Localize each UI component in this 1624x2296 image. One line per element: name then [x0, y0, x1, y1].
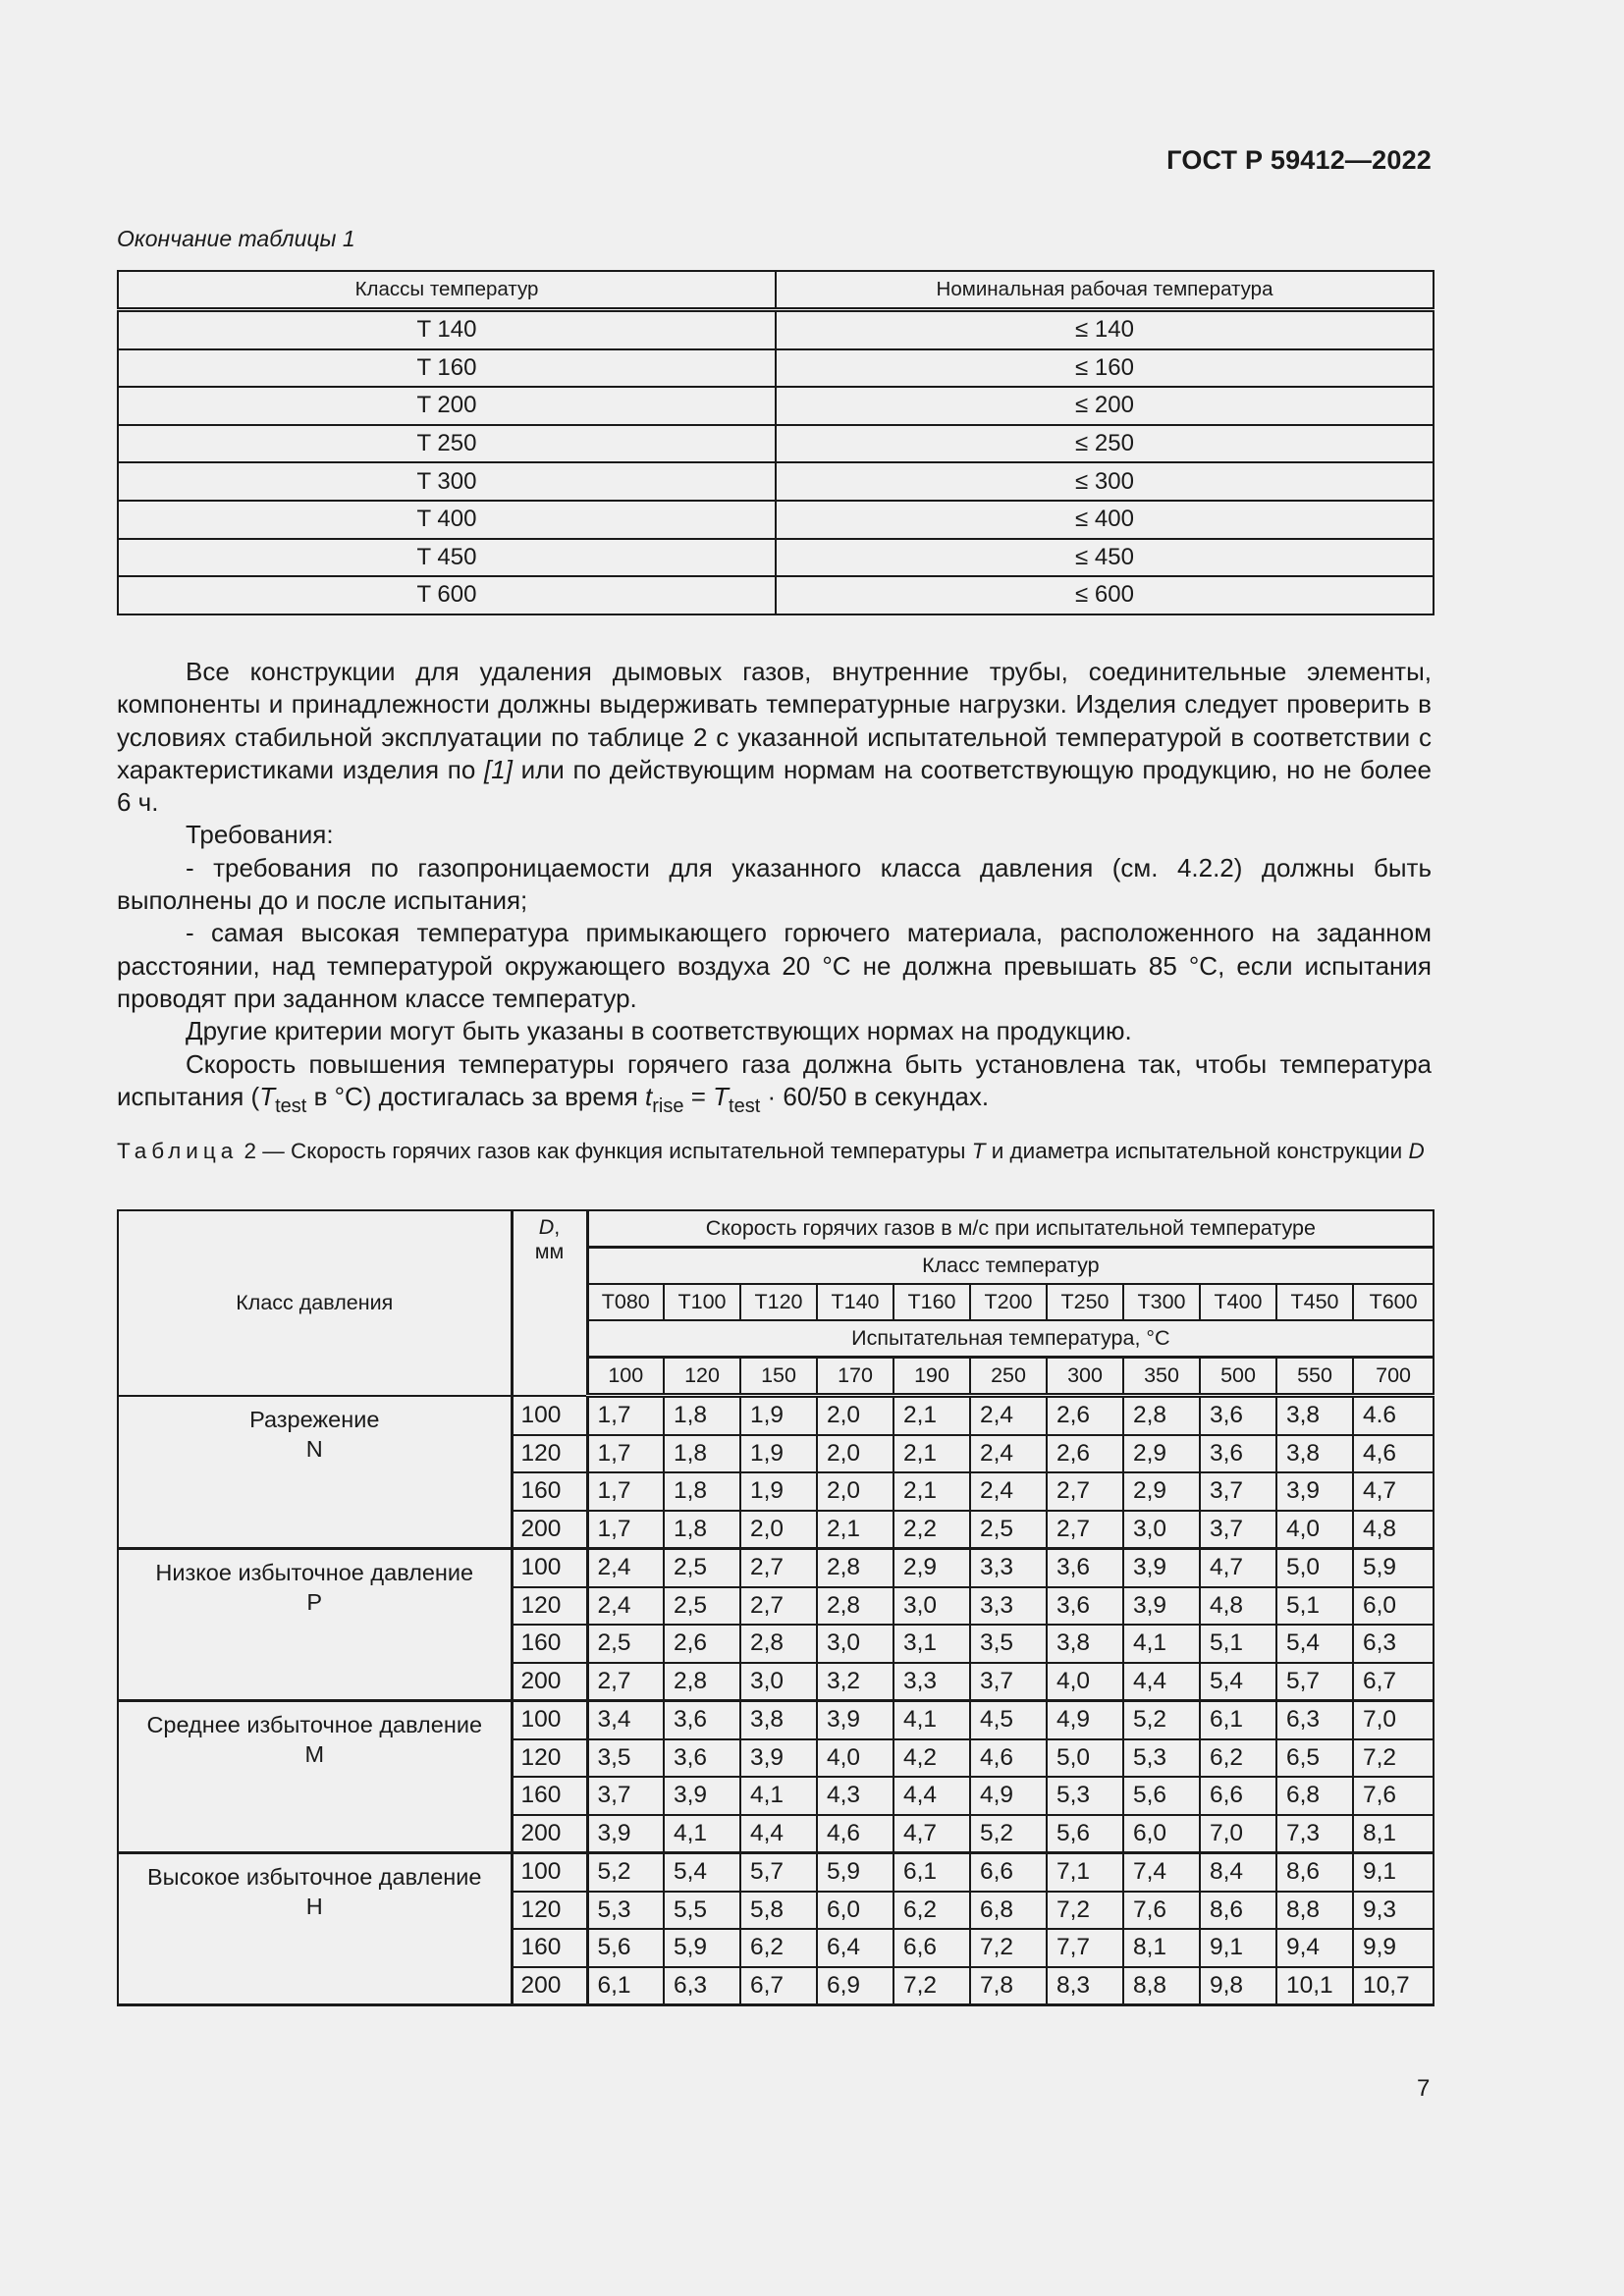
velocity-cell: 4,1 — [1123, 1625, 1200, 1663]
velocity-cell: 2,9 — [1123, 1435, 1200, 1473]
velocity-cell: 7,2 — [893, 1967, 970, 2005]
velocity-cell: 9,3 — [1353, 1892, 1434, 1930]
velocity-cell: 5,5 — [664, 1892, 740, 1930]
velocity-cell: 3,8 — [1276, 1396, 1353, 1435]
column-header: Классы температур — [118, 271, 776, 310]
velocity-cell: 2,8 — [740, 1625, 817, 1663]
pressure-class-cell — [118, 1701, 512, 1853]
velocity-cell: 6,4 — [817, 1929, 893, 1967]
pressure-class-cell — [118, 1549, 512, 1701]
velocity-cell: 6,9 — [817, 1967, 893, 2005]
table-row — [118, 462, 1434, 501]
temperature-class-cell: T 450 — [118, 539, 776, 577]
pressure-class-cell — [118, 1853, 512, 2005]
velocity-cell: 9,1 — [1353, 1853, 1434, 1892]
diameter-cell: 160 — [512, 1777, 587, 1815]
paragraph: Все конструкции для удаления дымовых газов, внутренние трубы, соединительные элементы, компоненты и принадлежности должны выдерживать температурные нагрузки. Изделия следует проверить в условиях стабильной эксплуатации по таблице 2 с указанной испытательной температурой в соответствии с характеристиками изделия по [1] или по действующим нормам на соответствующую продукцию, но не более 6 ч. — [117, 657, 1432, 818]
diameter-cell: 100 — [512, 1853, 587, 1892]
test-temp-header: Испытательная температура, °С — [587, 1320, 1434, 1358]
velocity-cell: 4,7 — [1200, 1549, 1276, 1587]
velocity-cell: 2,6 — [1047, 1435, 1123, 1473]
velocity-cell: 1,7 — [587, 1435, 664, 1473]
velocity-cell: 1,9 — [740, 1435, 817, 1473]
temp-class-cell: T450 — [1276, 1284, 1353, 1320]
temp-class-cell: T400 — [1200, 1284, 1276, 1320]
velocity-cell: 6,5 — [1276, 1739, 1353, 1778]
velocity-cell: 3,6 — [1047, 1587, 1123, 1626]
velocity-cell: 4,7 — [893, 1815, 970, 1853]
diameter-cell: 160 — [512, 1472, 587, 1511]
velocity-cell: 3,1 — [893, 1625, 970, 1663]
velocity-cell: 4,3 — [817, 1777, 893, 1815]
velocity-cell: 3,0 — [893, 1587, 970, 1626]
velocity-cell: 2,5 — [664, 1549, 740, 1587]
velocity-cell: 5,4 — [1200, 1663, 1276, 1701]
velocity-cell: 6,0 — [1123, 1815, 1200, 1853]
velocity-cell: 1,7 — [587, 1511, 664, 1549]
temperature-class-cell: T 250 — [118, 425, 776, 463]
velocity-cell: 3,0 — [1123, 1511, 1200, 1549]
velocity-cell: 8,1 — [1123, 1929, 1200, 1967]
test-temp-cell: 100 — [587, 1358, 664, 1396]
velocity-cell: 5,9 — [1353, 1549, 1434, 1587]
diameter-cell: 160 — [512, 1625, 587, 1663]
list-item: - самая высокая температура примыкающего горючего материала, расположенного на заданном расстоянии, над температурой окружающего воздуха 20 °С не должна превышать 85 °С, если испытания проводят при заданном классе температур. — [117, 918, 1432, 1013]
diameter-cell: 200 — [512, 1663, 587, 1701]
velocity-cell: 3,9 — [1276, 1472, 1353, 1511]
velocity-cell: 6,3 — [664, 1967, 740, 2005]
velocity-cell: 5,7 — [1276, 1663, 1353, 1701]
velocity-cell: 2,0 — [740, 1511, 817, 1549]
body-text — [117, 656, 1432, 1117]
velocity-cell: 3,4 — [587, 1701, 664, 1739]
table-row — [118, 576, 1434, 614]
velocity-cell: 2,0 — [817, 1435, 893, 1473]
pressure-class-name: Низкое избыточное давление — [155, 1560, 474, 1585]
velocity-cell: 2,8 — [817, 1549, 893, 1587]
velocity-cell: 8,8 — [1123, 1967, 1200, 2005]
velocity-cell: 5,6 — [1047, 1815, 1123, 1853]
velocity-cell: 10,7 — [1353, 1967, 1434, 2005]
velocity-cell: 3,5 — [970, 1625, 1047, 1663]
pressure-class-code: H — [305, 1894, 323, 1919]
velocity-cell: 3,8 — [1047, 1625, 1123, 1663]
table-row — [118, 501, 1434, 539]
test-temp-cell: 500 — [1200, 1358, 1276, 1396]
velocity-cell: 2,9 — [1123, 1472, 1200, 1511]
velocity-cell: 3,9 — [817, 1701, 893, 1739]
velocity-cell: 2,6 — [664, 1625, 740, 1663]
velocity-cell: 9,4 — [1276, 1929, 1353, 1967]
test-temp-cell: 170 — [817, 1358, 893, 1396]
velocity-cell: 6,7 — [740, 1967, 817, 2005]
velocity-cell: 4,1 — [664, 1815, 740, 1853]
velocity-cell: 6,3 — [1276, 1701, 1353, 1739]
test-temp-cell: 700 — [1353, 1358, 1434, 1396]
velocity-cell: 2,5 — [587, 1625, 664, 1663]
nominal-temperature-cell: ≤ 450 — [776, 539, 1434, 577]
velocity-cell: 1,9 — [740, 1472, 817, 1511]
table-row — [118, 1549, 1434, 1587]
temp-class-cell: T600 — [1353, 1284, 1434, 1320]
velocity-cell: 6,2 — [740, 1929, 817, 1967]
velocity-cell: 5,3 — [1123, 1739, 1200, 1778]
velocity-cell: 7,1 — [1047, 1853, 1123, 1892]
velocity-cell: 3,6 — [664, 1739, 740, 1778]
velocity-cell: 7,0 — [1353, 1701, 1434, 1739]
table-header-row — [118, 271, 1434, 310]
nominal-temperature-cell: ≤ 140 — [776, 310, 1434, 349]
velocity-cell: 1,9 — [740, 1396, 817, 1435]
velocity-cell: 3,7 — [1200, 1472, 1276, 1511]
velocity-cell: 3,3 — [970, 1587, 1047, 1626]
document-code-header: ГОСТ Р 59412—2022 — [1166, 145, 1432, 175]
velocity-cell: 4,0 — [817, 1739, 893, 1778]
velocity-cell: 2,0 — [817, 1396, 893, 1435]
velocity-cell: 4,1 — [740, 1777, 817, 1815]
velocity-cell: 6,2 — [1200, 1739, 1276, 1778]
table-continuation-label: Окончание таблицы 1 — [117, 226, 355, 251]
diameter-cell: 200 — [512, 1967, 587, 2005]
test-temp-cell: 300 — [1047, 1358, 1123, 1396]
table-row — [118, 1396, 1434, 1435]
velocity-cell: 4,2 — [893, 1739, 970, 1778]
velocity-cell: 4,6 — [970, 1739, 1047, 1778]
diameter-cell: 120 — [512, 1739, 587, 1778]
velocity-cell: 4,5 — [970, 1701, 1047, 1739]
velocity-cell: 3,0 — [740, 1663, 817, 1701]
temp-class-cell: T200 — [970, 1284, 1047, 1320]
velocity-cell: 5,1 — [1200, 1625, 1276, 1663]
velocity-cell: 3,6 — [1200, 1435, 1276, 1473]
velocity-cell: 2,7 — [1047, 1472, 1123, 1511]
diameter-cell: 120 — [512, 1587, 587, 1626]
velocity-cell: 3,9 — [664, 1777, 740, 1815]
velocity-cell: 8,8 — [1276, 1892, 1353, 1930]
table2-caption: Таблица 2 — Скорость горячих газов как функция испытательной температуры T и диаметра испытательной конструкции D — [117, 1139, 1425, 1163]
velocity-cell: 5,7 — [740, 1853, 817, 1892]
velocity-cell: 7,2 — [970, 1929, 1047, 1967]
velocity-cell: 6,7 — [1353, 1663, 1434, 1701]
velocity-cell: 2,7 — [587, 1663, 664, 1701]
temperature-class-cell: T 160 — [118, 349, 776, 388]
velocity-cell: 1,7 — [587, 1472, 664, 1511]
gas-velocity-table — [117, 1209, 1435, 2006]
velocity-cell: 5,8 — [740, 1892, 817, 1930]
temp-class-header: Класс температур — [587, 1248, 1434, 1285]
velocity-cell: 7,6 — [1353, 1777, 1434, 1815]
nominal-temperature-cell: ≤ 250 — [776, 425, 1434, 463]
velocity-cell: 4,6 — [1353, 1435, 1434, 1473]
diameter-cell: 200 — [512, 1511, 587, 1549]
velocity-cell: 5,4 — [664, 1853, 740, 1892]
velocity-cell: 7,2 — [1353, 1739, 1434, 1778]
test-temp-cell: 190 — [893, 1358, 970, 1396]
velocity-cell: 2,4 — [587, 1587, 664, 1626]
temperature-classes-table — [117, 270, 1435, 615]
velocity-cell: 5,2 — [587, 1853, 664, 1892]
velocity-cell: 5,3 — [1047, 1777, 1123, 1815]
velocity-cell: 1,7 — [587, 1396, 664, 1435]
reference-link: [1] — [484, 754, 513, 784]
nominal-temperature-cell: ≤ 600 — [776, 576, 1434, 614]
temperature-class-cell: T 400 — [118, 501, 776, 539]
velocity-cell: 7,3 — [1276, 1815, 1353, 1853]
velocity-cell: 6,0 — [817, 1892, 893, 1930]
table-row — [118, 539, 1434, 577]
velocity-cell: 2,0 — [817, 1472, 893, 1511]
diameter-cell: 100 — [512, 1549, 587, 1587]
velocity-cell: 3,6 — [1200, 1396, 1276, 1435]
diameter-cell: 160 — [512, 1929, 587, 1967]
nominal-temperature-cell: ≤ 200 — [776, 387, 1434, 425]
pressure-class-header: Класс давления — [118, 1210, 512, 1396]
table-row — [118, 310, 1434, 349]
table-row — [118, 1701, 1434, 1739]
velocity-cell: 3,8 — [740, 1701, 817, 1739]
velocity-cell: 2,2 — [893, 1511, 970, 1549]
diameter-cell: 200 — [512, 1815, 587, 1853]
velocity-cell: 5,0 — [1047, 1739, 1123, 1778]
table-row — [118, 425, 1434, 463]
test-temp-cell: 120 — [664, 1358, 740, 1396]
diameter-header: D, мм — [512, 1210, 587, 1396]
pressure-class-name: Разрежение — [249, 1406, 380, 1432]
paragraph: Другие критерии могут быть указаны в соответствующих нормах на продукцию. — [186, 1016, 1132, 1046]
velocity-cell: 3,9 — [1123, 1549, 1200, 1587]
pressure-class-code: P — [306, 1589, 323, 1615]
velocity-cell: 2,4 — [970, 1472, 1047, 1511]
velocity-cell: 3,8 — [1276, 1435, 1353, 1473]
column-header: Номинальная рабочая температура — [776, 271, 1434, 310]
velocity-cell: 9,1 — [1200, 1929, 1276, 1967]
velocity-cell: 3,7 — [970, 1663, 1047, 1701]
table-row — [118, 1853, 1434, 1892]
velocity-cell: 4,0 — [1276, 1511, 1353, 1549]
temperature-class-cell: T 300 — [118, 462, 776, 501]
velocity-cell: 5,2 — [1123, 1701, 1200, 1739]
velocity-cell: 6,6 — [970, 1853, 1047, 1892]
pressure-class-code: N — [305, 1435, 323, 1462]
velocity-cell: 4,8 — [1353, 1511, 1434, 1549]
velocity-cell: 2,6 — [1047, 1396, 1123, 1435]
velocity-cell: 2,5 — [970, 1511, 1047, 1549]
velocity-cell: 6,6 — [893, 1929, 970, 1967]
velocity-cell: 3,7 — [587, 1777, 664, 1815]
velocity-cell: 4,9 — [970, 1777, 1047, 1815]
velocity-cell: 6,8 — [970, 1892, 1047, 1930]
velocity-cell: 2,9 — [893, 1549, 970, 1587]
velocity-cell: 2,7 — [1047, 1511, 1123, 1549]
velocity-cell: 6,1 — [893, 1853, 970, 1892]
velocity-cell: 2,7 — [740, 1587, 817, 1626]
temp-class-cell: T140 — [817, 1284, 893, 1320]
nominal-temperature-cell: ≤ 300 — [776, 462, 1434, 501]
velocity-cell: 4,7 — [1353, 1472, 1434, 1511]
pressure-class-name: Среднее избыточное давление — [146, 1712, 483, 1737]
velocity-cell: 6,1 — [1200, 1701, 1276, 1739]
diameter-cell: 100 — [512, 1396, 587, 1435]
velocity-cell: 1,8 — [664, 1472, 740, 1511]
velocity-cell: 5,2 — [970, 1815, 1047, 1853]
diameter-cell: 100 — [512, 1701, 587, 1739]
test-temp-cell: 550 — [1276, 1358, 1353, 1396]
velocity-cell: 1,8 — [664, 1511, 740, 1549]
velocity-cell: 3,2 — [817, 1663, 893, 1701]
velocity-cell: 8,4 — [1200, 1853, 1276, 1892]
test-temp-cell: 250 — [970, 1358, 1047, 1396]
table-row — [118, 349, 1434, 388]
temperature-class-cell: T 600 — [118, 576, 776, 614]
velocity-cell: 1,8 — [664, 1435, 740, 1473]
speed-header: Скорость горячих газов в м/с при испытательной температуре — [587, 1210, 1434, 1248]
pressure-class-code: M — [304, 1741, 325, 1767]
velocity-cell: 9,9 — [1353, 1929, 1434, 1967]
page-number: 7 — [1417, 2075, 1431, 2102]
temperature-class-cell: T 200 — [118, 387, 776, 425]
velocity-cell: 4,4 — [740, 1815, 817, 1853]
velocity-cell: 3,9 — [740, 1739, 817, 1778]
velocity-cell: 7,8 — [970, 1967, 1047, 2005]
temp-class-cell: T300 — [1123, 1284, 1200, 1320]
velocity-cell: 5,6 — [1123, 1777, 1200, 1815]
velocity-cell: 5,0 — [1276, 1549, 1353, 1587]
table-row — [118, 387, 1434, 425]
velocity-cell: 7,7 — [1047, 1929, 1123, 1967]
velocity-cell: 1,8 — [664, 1396, 740, 1435]
temp-class-cell: T120 — [740, 1284, 817, 1320]
velocity-cell: 6,8 — [1276, 1777, 1353, 1815]
paragraph: Скорость повышения температуры горячего газа должна быть установлена так, чтобы температура испытания ($T_{test}$ в °С) достигалась за время $t_{rise} = T_{test} \cdot 60/50$ в секундах. — [117, 1048, 1432, 1117]
velocity-cell: 2,8 — [664, 1663, 740, 1701]
velocity-cell: 8,6 — [1200, 1892, 1276, 1930]
test-temp-cell: 350 — [1123, 1358, 1200, 1396]
velocity-cell: 4,4 — [1123, 1663, 1200, 1701]
velocity-cell: 2,1 — [893, 1472, 970, 1511]
velocity-cell: 6,1 — [587, 1967, 664, 2005]
velocity-cell: 4,1 — [893, 1701, 970, 1739]
velocity-cell: 3,9 — [1123, 1587, 1200, 1626]
velocity-cell: 3,9 — [587, 1815, 664, 1853]
velocity-cell: 5,9 — [664, 1929, 740, 1967]
velocity-cell: 6,0 — [1353, 1587, 1434, 1626]
velocity-cell: 8,3 — [1047, 1967, 1123, 2005]
velocity-cell: 3,3 — [893, 1663, 970, 1701]
velocity-cell: 8,1 — [1353, 1815, 1434, 1853]
temperature-class-cell: T 140 — [118, 310, 776, 349]
velocity-cell: 3,7 — [1200, 1511, 1276, 1549]
velocity-cell: 4,0 — [1047, 1663, 1123, 1701]
velocity-cell: 8,6 — [1276, 1853, 1353, 1892]
velocity-cell: 6,2 — [893, 1892, 970, 1930]
velocity-cell: 6,6 — [1200, 1777, 1276, 1815]
velocity-cell: 2,5 — [664, 1587, 740, 1626]
velocity-cell: 5,1 — [1276, 1587, 1353, 1626]
test-temp-cell: 150 — [740, 1358, 817, 1396]
velocity-cell: 4,4 — [893, 1777, 970, 1815]
velocity-cell: 4,6 — [817, 1815, 893, 1853]
diameter-cell: 120 — [512, 1435, 587, 1473]
velocity-cell: 7,2 — [1047, 1892, 1123, 1930]
temp-class-cell: T100 — [664, 1284, 740, 1320]
velocity-cell: 9,8 — [1200, 1967, 1276, 2005]
pressure-class-cell — [118, 1396, 512, 1549]
velocity-cell: 2,4 — [970, 1435, 1047, 1473]
velocity-cell: 5,3 — [587, 1892, 664, 1930]
paragraph: Требования: — [186, 820, 334, 850]
velocity-cell: 2,1 — [893, 1435, 970, 1473]
diameter-cell: 120 — [512, 1892, 587, 1930]
velocity-cell: 7,6 — [1123, 1892, 1200, 1930]
velocity-cell: 7,4 — [1123, 1853, 1200, 1892]
velocity-cell: 2,4 — [587, 1549, 664, 1587]
temp-class-cell: T250 — [1047, 1284, 1123, 1320]
temp-class-cell: T160 — [893, 1284, 970, 1320]
velocity-cell: 2,8 — [1123, 1396, 1200, 1435]
pressure-class-name: Высокое избыточное давление — [147, 1864, 482, 1890]
velocity-cell: 3,3 — [970, 1549, 1047, 1587]
velocity-cell: 4,8 — [1200, 1587, 1276, 1626]
velocity-cell: 7,0 — [1200, 1815, 1276, 1853]
velocity-cell: 3,6 — [664, 1701, 740, 1739]
velocity-cell: 5,4 — [1276, 1625, 1353, 1663]
list-item: - требования по газопроницаемости для указанного класса давления (см. 4.2.2) должны быть выполнены до и после испытания; — [117, 852, 1432, 916]
velocity-cell: 10,1 — [1276, 1967, 1353, 2005]
velocity-cell: 3,5 — [587, 1739, 664, 1778]
nominal-temperature-cell: ≤ 160 — [776, 349, 1434, 388]
nominal-temperature-cell: ≤ 400 — [776, 501, 1434, 539]
velocity-cell: 5,6 — [587, 1929, 664, 1967]
velocity-cell: 4.6 — [1353, 1396, 1434, 1435]
velocity-cell: 2,7 — [740, 1549, 817, 1587]
velocity-cell: 4,9 — [1047, 1701, 1123, 1739]
velocity-cell: 2,4 — [970, 1396, 1047, 1435]
velocity-cell: 3,6 — [1047, 1549, 1123, 1587]
velocity-cell: 6,3 — [1353, 1625, 1434, 1663]
velocity-cell: 2,1 — [893, 1396, 970, 1435]
velocity-cell: 2,8 — [817, 1587, 893, 1626]
velocity-cell: 5,9 — [817, 1853, 893, 1892]
velocity-cell: 3,0 — [817, 1625, 893, 1663]
temp-class-cell: T080 — [587, 1284, 664, 1320]
velocity-cell: 2,1 — [817, 1511, 893, 1549]
